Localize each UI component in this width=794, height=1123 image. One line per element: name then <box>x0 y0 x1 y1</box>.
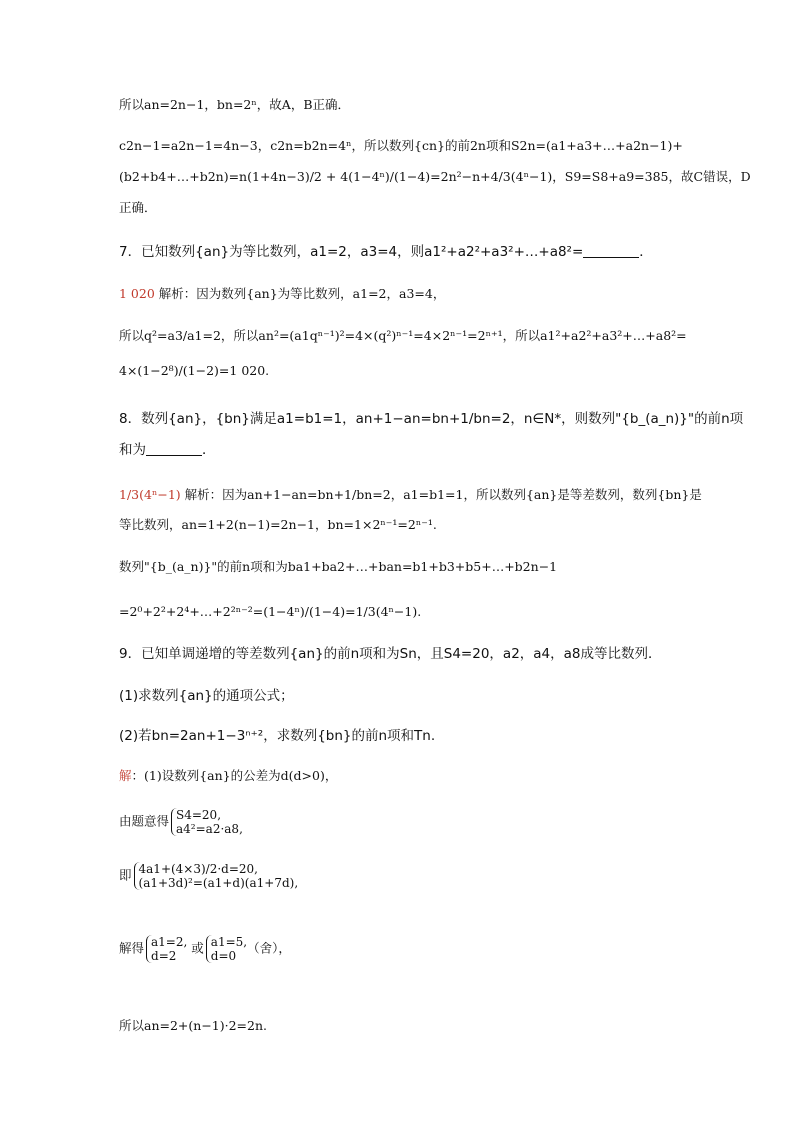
question-7 <box>119 243 679 261</box>
solution-line <box>119 1017 679 1035</box>
system-prefix: 即 <box>119 867 132 883</box>
answer-value: 1 020 <box>119 286 155 301</box>
solution-line <box>119 558 679 576</box>
system-line <box>119 862 679 890</box>
text-line-4: 正确． <box>119 200 157 215</box>
solution-line <box>119 516 679 534</box>
system-eq-2: d=0 <box>210 949 237 963</box>
question-7-text: 7．已知数列{an}为等比数列，a1=2，a3=4，则a1²+a2²+a3²+…+a8²= <box>119 244 584 260</box>
text-line-7: 所以q²=a3/a1=2，所以an²=(a1qⁿ⁻¹)²=4×(q²)ⁿ⁻¹=4×2ⁿ⁻¹=2ⁿ⁺¹，所以a1²+a2²+a3²+…+a8²= <box>119 328 687 343</box>
brace-system <box>206 935 247 963</box>
text-line-22: 所以an=2+(n−1)·2=2n. <box>119 1018 268 1033</box>
text-line-8: 4×(1−2⁸)/(1−2)=1 020. <box>119 363 270 378</box>
solution-line <box>119 767 679 785</box>
question-9-part-1 <box>119 687 679 705</box>
solution-line <box>119 96 679 114</box>
solution-line <box>119 603 679 621</box>
discard-text: （舍）， <box>247 940 291 956</box>
question-9 <box>119 645 679 663</box>
part-1-text: (1)求数列{an}的通项公式； <box>119 688 294 704</box>
system-eq-1: a1=5, <box>210 935 248 949</box>
period: ． <box>639 244 653 260</box>
text-line-18: ：(1)设数列{an}的公差为d(d>0)， <box>131 768 338 783</box>
brace-system <box>146 935 187 963</box>
solution-line <box>119 168 751 186</box>
brace-system <box>134 862 299 890</box>
solution-line <box>119 362 679 380</box>
system-eq-2: d=2 <box>151 949 177 963</box>
part-2-text: (2)若bn=2an+1−3ⁿ⁺²，求数列{bn}的前n项和Tn. <box>119 728 436 744</box>
system-eq-1: 4a1+(4×3)/2·d=20, <box>138 862 258 876</box>
answer-blank[interactable] <box>583 245 639 258</box>
system-line <box>119 808 679 836</box>
or-text: 或 <box>187 940 204 956</box>
period: ． <box>202 442 216 458</box>
brace-system <box>171 808 243 836</box>
system-prefix: 由题意得 <box>119 813 170 829</box>
system-eq-1: S4=20, <box>176 808 222 822</box>
answer-blank[interactable] <box>146 443 202 456</box>
answer-line <box>119 285 679 303</box>
answer-value: 1/3(4ⁿ−1) <box>119 487 181 502</box>
solution-line <box>119 137 683 155</box>
question-8 <box>119 410 744 428</box>
question-8-text: 8．数列{an}，{bn}满足a1=b1=1，an+1−an=bn+1/bn=2，n∈N*，则数列"{b_(a_n)}"的前n项 <box>119 411 744 427</box>
text-line-14: =2⁰+2²+2⁴+…+2²ⁿ⁻²=(1−4ⁿ)/(1−4)=1/3(4ⁿ−1). <box>119 604 422 619</box>
analysis-text: 解析：因为an+1−an=bn+1/bn=2，a1=b1=1，所以数列{an}是等差数列，数列{bn}是 <box>180 487 702 502</box>
analysis-text: 解析：因为数列{an}为等比数列，a1=2，a3=4， <box>154 286 446 301</box>
system-eq-2: (a1+3d)²=(a1+d)(a1+7d), <box>138 876 299 890</box>
text-line-12: 等比数列，an=1+2(n−1)=2n−1，bn=1×2ⁿ⁻¹=2ⁿ⁻¹. <box>119 517 437 532</box>
solution-label: 解 <box>119 768 132 783</box>
question-9-text: 9．已知单调递增的等差数列{an}的前n项和为Sn，且S4=20，a2，a4，a8成等比数列． <box>119 646 662 662</box>
text-line-3: (b2+b4+…+b2n)=n(1+4n−3)/2 + 4(1−4ⁿ)/(1−4)=2n²−n+4/3(4ⁿ−1)，S9=S8+a9=385，故C错误，D <box>119 169 751 184</box>
text-line-2: c2n−1=a2n−1=4n−3，c2n=b2n=4ⁿ，所以数列{cn}的前2n项和S2n=(a1+a3+…+a2n−1)+ <box>119 138 683 153</box>
system-prefix: 解得 <box>119 940 145 956</box>
system-eq-2: a4²=a2·a8, <box>176 822 243 836</box>
system-eq-1: a1=2, <box>151 935 188 949</box>
question-9-part-2 <box>119 727 679 745</box>
text-line-13: 数列"{b_(a_n)}"的前n项和为ba1+ba2+…+ban=b1+b3+b5+…+b2n−1 <box>119 559 558 574</box>
system-line <box>119 935 679 963</box>
text-line-1: 所以an=2n−1，bn=2ⁿ，故A，B正确． <box>119 97 351 112</box>
question-8-text-2: 和为 <box>119 442 146 458</box>
solution-line <box>119 199 679 217</box>
solution-line <box>119 327 687 345</box>
question-8-cont <box>119 441 679 459</box>
answer-line <box>119 486 702 504</box>
